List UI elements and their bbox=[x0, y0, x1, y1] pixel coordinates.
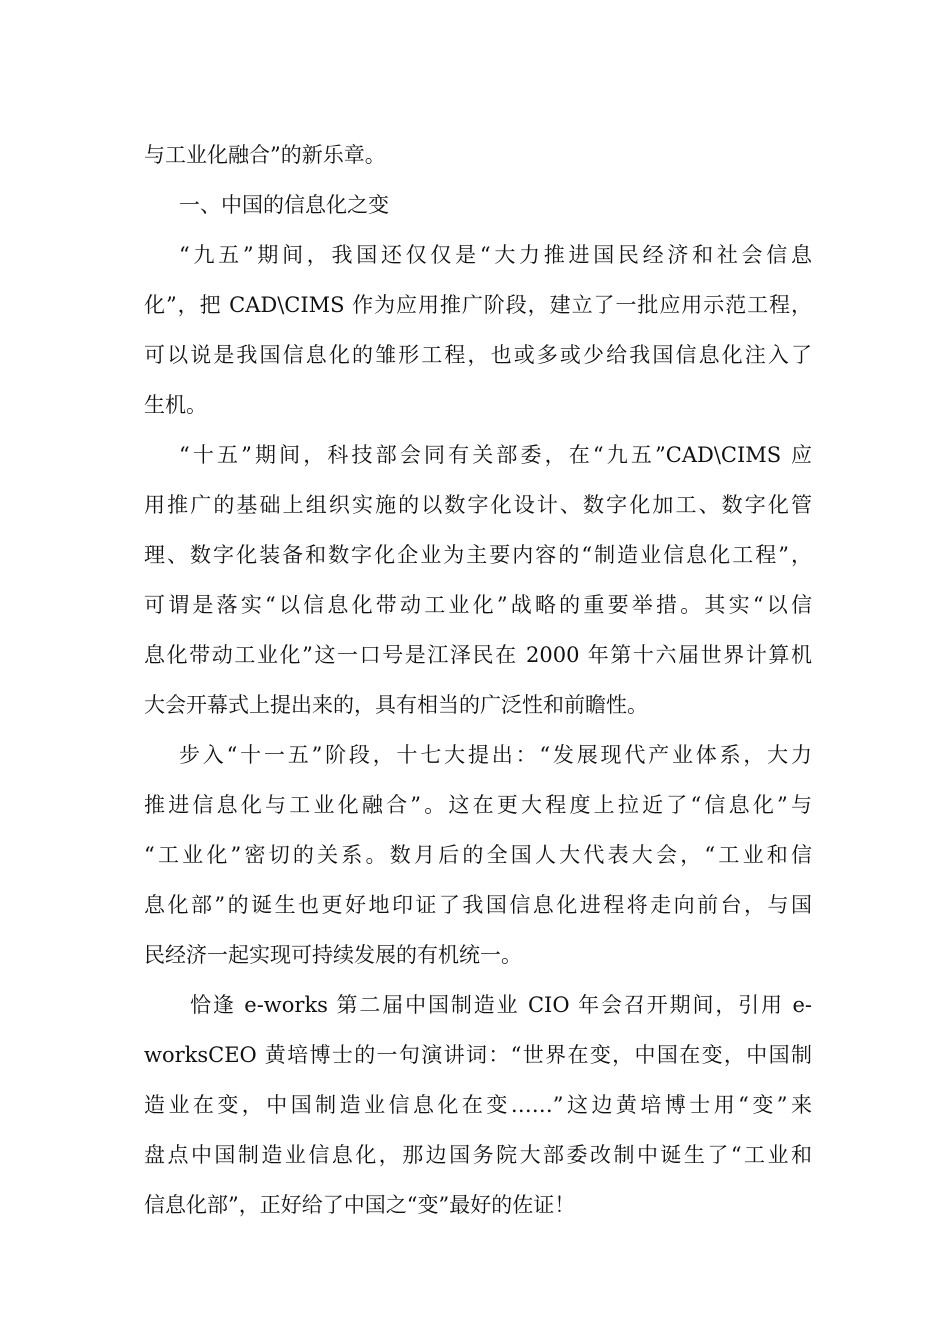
body-text bbox=[144, 130, 812, 1230]
text-line: 步入“十一五”阶段，十七大提出：“发展现代产业体系，大力 bbox=[179, 743, 812, 767]
text-line: “九五”期间，我国还仅仅是“大力推进国民经济和社会信息 bbox=[179, 243, 812, 267]
text-line: 生机。 bbox=[144, 393, 207, 417]
text-line: 信息化部”，正好给了中国之“变”最好的佐证！ bbox=[144, 1193, 576, 1217]
text-line: 推进信息化与工业化融合”。这在更大程度上拉近了“信息化”与 bbox=[144, 793, 812, 817]
section-heading: 一、中国的信息化之变 bbox=[179, 193, 389, 217]
text-line: 造业在变，中国制造业信息化在变……”这边黄培博士用“变”来 bbox=[144, 1093, 812, 1117]
text-line: 用推广的基础上组织实施的以数字化设计、数字化加工、数字化管 bbox=[144, 493, 812, 517]
text-line: 与工业化融合”的新乐章。 bbox=[144, 143, 386, 167]
text-line: 大会开幕式上提出来的，具有相当的广泛性和前瞻性。 bbox=[144, 693, 648, 717]
text-line: 可谓是落实“以信息化带动工业化”战略的重要举措。其实“以信 bbox=[144, 593, 812, 617]
text-line: 理、数字化装备和数字化企业为主要内容的“制造业信息化工程”， bbox=[144, 543, 812, 567]
text-line: 息化带动工业化”这一口号是江泽民在 2000 年第十六届世界计算机 bbox=[144, 643, 812, 667]
text-line: 盘点中国制造业信息化，那边国务院大部委改制中诞生了“工业和 bbox=[144, 1143, 812, 1167]
text-line: 恰逢 e-works 第二届中国制造业 CIO 年会召开期间，引用 e- bbox=[190, 993, 812, 1017]
text-line: “工业化”密切的关系。数月后的全国人大代表大会，“工业和信 bbox=[144, 843, 812, 867]
text-line: 可以说是我国信息化的雏形工程，也或多或少给我国信息化注入了 bbox=[144, 343, 812, 367]
text-line: 息化部”的诞生也更好地印证了我国信息化进程将走向前台，与国 bbox=[144, 893, 812, 917]
text-line: “十五”期间，科技部会同有关部委，在“九五”CAD\CIMS 应 bbox=[179, 443, 812, 467]
text-line: 民经济一起实现可持续发展的有机统一。 bbox=[144, 943, 522, 967]
text-line: worksCEO 黄培博士的一句演讲词：“世界在变，中国在变，中国制 bbox=[144, 1043, 812, 1067]
text-line: 化”，把 CAD\CIMS 作为应用推广阶段，建立了一批应用示范工程， bbox=[144, 293, 812, 317]
